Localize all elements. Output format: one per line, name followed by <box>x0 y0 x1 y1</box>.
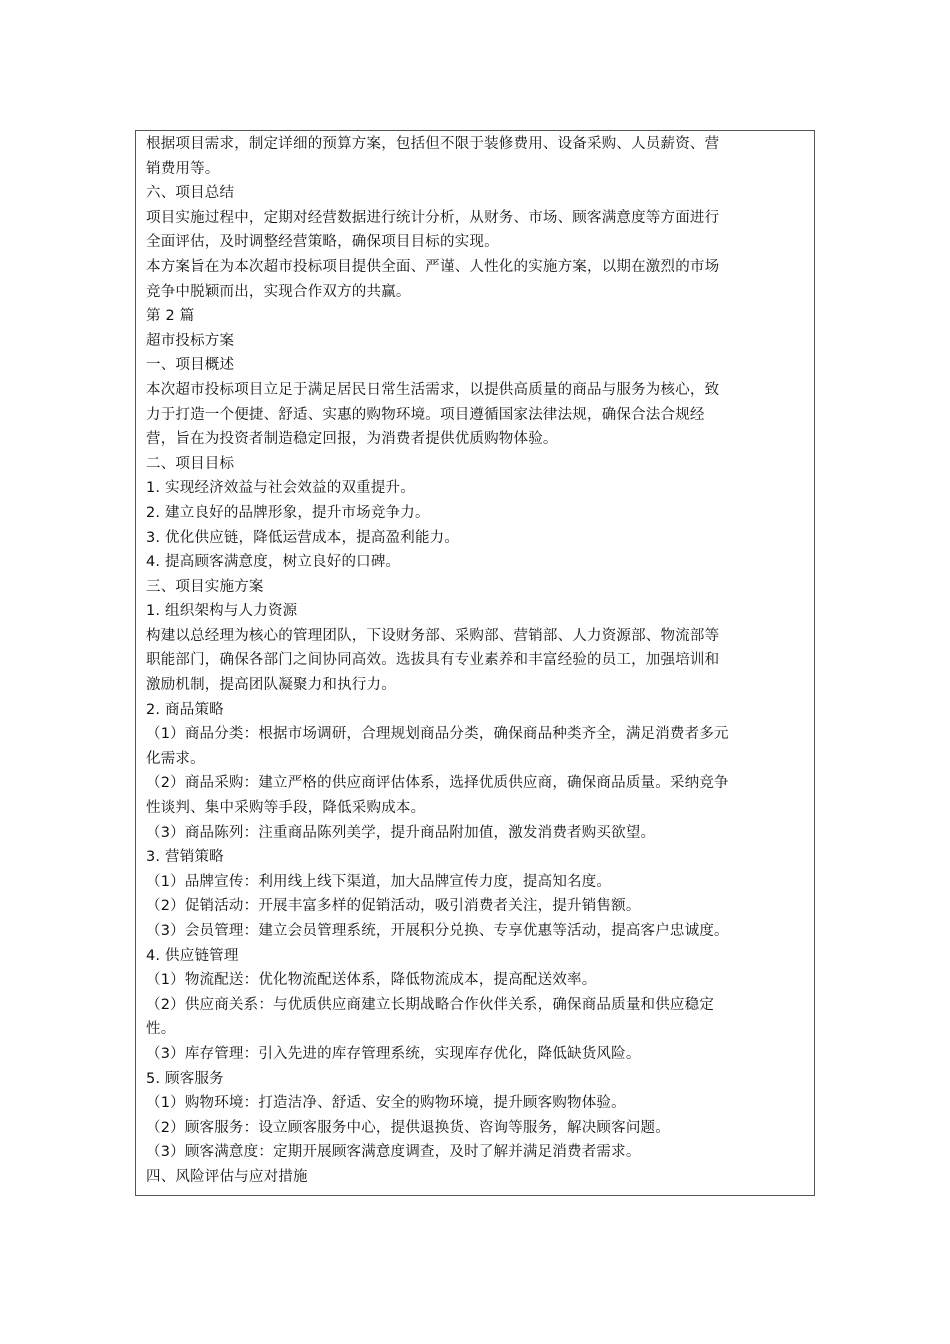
list-item: 1. 实现经济效益与社会效益的双重提升。 <box>146 480 415 497</box>
section-heading: 六、项目总结 <box>146 185 235 202</box>
list-item: 3. 优化供应链，降低运营成本，提高盈利能力。 <box>146 529 460 546</box>
list-item: （1）商品分类：根据市场调研，合理规划商品分类，确保商品种类齐全，满足消费者多元 <box>146 726 729 743</box>
text-line: 全面评估，及时调整经营策略，确保项目目标的实现。 <box>146 234 499 251</box>
text-line: 项目实施过程中，定期对经营数据进行统计分析，从财务、市场、顾客满意度等方面进行 <box>146 209 720 226</box>
text-line: 构建以总经理为核心的管理团队，下设财务部、采购部、营销部、人力资源部、物流部等 <box>146 627 720 644</box>
list-item: （1）品牌宣传：利用线上线下渠道，加大品牌宣传力度，提高知名度。 <box>146 873 612 890</box>
text-line: 性谈判、集中采购等手段，降低采购成本。 <box>146 800 426 817</box>
section-heading: 二、项目目标 <box>146 455 235 472</box>
text-line: 营，旨在为投资者制造稳定回报，为消费者提供优质购物体验。 <box>146 431 558 448</box>
text-line: 激励机制，提高团队凝聚力和执行力。 <box>146 677 396 694</box>
list-item: （2）供应商关系：与优质供应商建立长期战略合作伙伴关系，确保商品质量和供应稳定 <box>146 996 715 1013</box>
list-item: （3）库存管理：引入先进的库存管理系统，实现库存优化，降低缺货风险。 <box>146 1045 641 1062</box>
text-line: 根据项目需求，制定详细的预算方案，包括但不限于装修费用、设备采购、人员薪资、营 <box>146 136 720 152</box>
list-item: （2）顾客服务：设立顾客服务中心，提供退换货、咨询等服务，解决顾客问题。 <box>146 1119 670 1136</box>
subsection-heading: 4. 供应链管理 <box>146 947 239 964</box>
section-heading: 一、项目概述 <box>146 357 235 374</box>
list-item: （1）物流配送：优化物流配送体系，降低物流成本，提高配送效率。 <box>146 972 597 989</box>
subsection-heading: 5. 顾客服务 <box>146 1070 224 1087</box>
subsection-heading: 2. 商品策略 <box>146 701 224 718</box>
subsection-heading: 3. 营销策略 <box>146 849 224 866</box>
document-text-box <box>135 130 815 1196</box>
list-item: （1）购物环境：打造洁净、舒适、安全的购物环境，提升顾客购物体验。 <box>146 1095 626 1112</box>
text-line: 化需求。 <box>146 750 205 767</box>
list-item: （3）顾客满意度：定期开展顾客满意度调查，及时了解并满足消费者需求。 <box>146 1144 641 1161</box>
list-item: （2）商品采购：建立严格的供应商评估体系，选择优质供应商，确保商品质量。采纳竞争 <box>146 775 729 792</box>
part-label: 第 2 篇 <box>146 308 195 325</box>
section-heading: 三、项目实施方案 <box>146 578 264 595</box>
section-heading: 四、风险评估与应对措施 <box>146 1168 308 1185</box>
subsection-heading: 1. 组织架构与人力资源 <box>146 603 298 620</box>
list-item: 4. 提高顾客满意度，树立良好的口碑。 <box>146 554 401 571</box>
text-line: 销费用等。 <box>146 160 220 177</box>
list-item: （3）会员管理：建立会员管理系统，开展积分兑换、专享优惠等活动，提高客户忠诚度。 <box>146 923 729 939</box>
text-line: 力于打造一个便捷、舒适、实惠的购物环境。项目遵循国家法律法规，确保合法合规经 <box>146 406 705 423</box>
list-item: （2）促销活动：开展丰富多样的促销活动，吸引消费者关注，提升销售额。 <box>146 898 641 915</box>
list-item: 2. 建立良好的品牌形象，提升市场竞争力。 <box>146 504 430 521</box>
text-line: 职能部门，确保各部门之间协同高效。选拔具有专业素养和丰富经验的员工，加强培训和 <box>146 652 720 669</box>
text-line: 本次超市投标项目立足于满足居民日常生活需求，以提供高质量的商品与服务为核心，致 <box>146 381 720 398</box>
text-line: 性。 <box>146 1021 176 1038</box>
text-line: 竞争中脱颖而出，实现合作双方的共赢。 <box>146 283 411 300</box>
document-title: 超市投标方案 <box>146 332 235 349</box>
text-line: 本方案旨在为本次超市投标项目提供全面、严谨、人性化的实施方案，以期在激烈的市场 <box>146 258 720 275</box>
list-item: （3）商品陈列：注重商品陈列美学，提升商品附加值，激发消费者购买欲望。 <box>146 824 656 841</box>
